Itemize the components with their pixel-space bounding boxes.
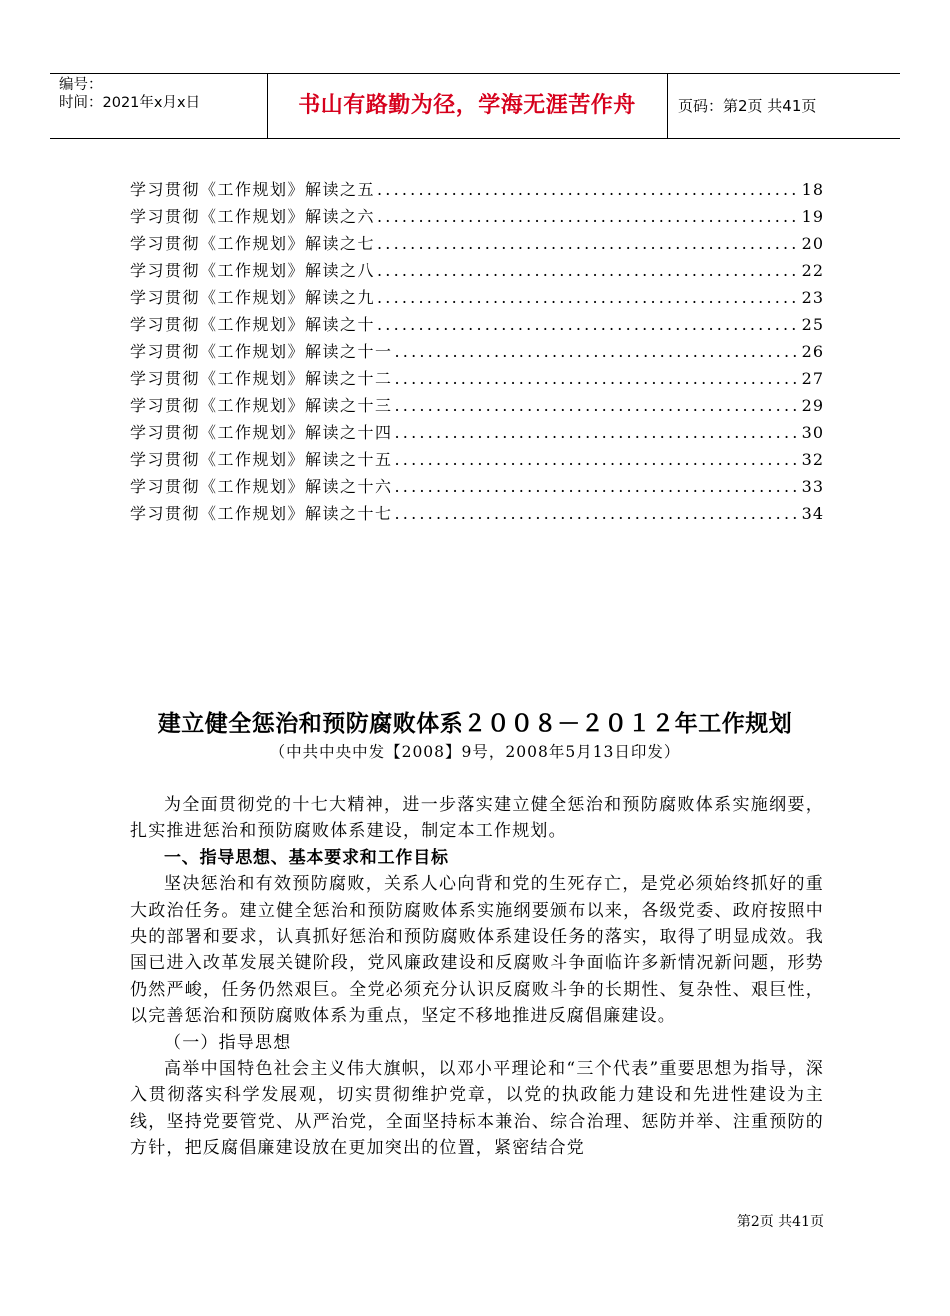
subsection-heading: （一）指导思想 (164, 1032, 292, 1053)
toc-entry-title: 学习贯彻《工作规划》解读之十六 (130, 477, 393, 496)
toc-leader-dots (395, 500, 800, 527)
document-body (130, 792, 824, 1162)
header-page-label: 页码：第2页 共41页 (678, 97, 817, 115)
toc-entry-title: 学习贯彻《工作规划》解读之十七 (130, 504, 393, 523)
toc-entry[interactable] (130, 257, 824, 284)
toc-entry-page: 19 (801, 207, 824, 226)
toc-entry[interactable] (130, 203, 824, 230)
toc-entry[interactable] (130, 500, 824, 527)
toc-entry[interactable] (130, 473, 824, 500)
toc-entry-title: 学习贯彻《工作规划》解读之十三 (130, 396, 393, 415)
toc-entry-page: 29 (801, 396, 824, 415)
toc-leader-dots (395, 446, 800, 473)
toc-entry-page: 34 (801, 504, 824, 523)
toc-entry[interactable] (130, 230, 824, 257)
toc-entry-page: 23 (801, 288, 824, 307)
toc-leader-dots (377, 230, 800, 257)
toc-leader-dots (377, 284, 800, 311)
toc-entry-title: 学习贯彻《工作规划》解读之十一 (130, 342, 393, 361)
toc-leader-dots (395, 392, 800, 419)
toc-entry[interactable] (130, 311, 824, 338)
toc-leader-dots (377, 203, 800, 230)
toc-entry-page: 27 (801, 369, 824, 388)
document-title: 建立健全惩治和预防腐败体系２００８－２０１２年工作规划 (157, 711, 793, 737)
toc-entry-page: 30 (801, 423, 824, 442)
toc-leader-dots (395, 473, 800, 500)
toc-entry-title: 学习贯彻《工作规划》解读之九 (130, 288, 376, 307)
intro-paragraph: 为全面贯彻党的十七大精神，进一步落实建立健全惩治和预防腐败体系实施纲要，扎实推进惩治和预防腐败体系建设，制定本工作规划。 (130, 795, 824, 842)
toc-entry-title: 学习贯彻《工作规划》解读之八 (130, 261, 376, 280)
toc-entry-title: 学习贯彻《工作规划》解读之十 (130, 315, 376, 334)
page-header (50, 73, 900, 139)
toc-entry-page: 33 (801, 477, 824, 496)
header-number-label: 编号： (59, 77, 103, 93)
toc-entry-page: 20 (801, 234, 824, 253)
toc-entry-page: 26 (801, 342, 824, 361)
toc-entry[interactable] (130, 176, 824, 203)
page-footer: 第2页 共41页 (736, 1214, 824, 1230)
toc-entry[interactable] (130, 338, 824, 365)
toc-entry-page: 18 (801, 180, 824, 199)
toc-leader-dots (395, 419, 800, 446)
toc-leader-dots (377, 176, 800, 203)
subsection-paragraph: 高举中国特色社会主义伟大旗帜，以邓小平理论和“三个代表”重要思想为指导，深入贯彻落实科学发展观，切实贯彻维护党章，以党的执政能力建设和先进性建设为主线，坚持党要管党、从严治党，全面坚持标本兼治、综合治理、惩防并举、注重预防的方针，把反腐倡廉建设放在更加突出的位置，紧密结合党 (130, 1059, 824, 1159)
section-paragraph: 坚决惩治和有效预防腐败，关系人心向背和党的生死存亡，是党必须始终抓好的重大政治任务。建立健全惩治和预防腐败体系实施纲要颁布以来，各级党委、政府按照中央的部署和要求，认真抓好惩治和预防腐败体系建设任务的落实，取得了明显成效。我国已进入改革发展关键阶段，党风廉政建设和反腐败斗争面临许多新情况新问题，形势仍然严峻，任务仍然艰巨。全党必须充分认识反腐败斗争的长期性、复杂性、艰巨性，以完善惩治和预防腐败体系为重点，坚定不移地推进反腐倡廉建设。 (130, 874, 824, 1027)
table-of-contents (130, 176, 824, 527)
header-time-label: 时间：2021年x月x日 (59, 95, 201, 111)
toc-entry[interactable] (130, 446, 824, 473)
toc-leader-dots (377, 311, 800, 338)
header-motto: 书山有路勤为径，学海无涯苦作舟 (267, 74, 668, 138)
toc-entry[interactable] (130, 419, 824, 446)
toc-leader-dots (377, 257, 800, 284)
toc-leader-dots (395, 338, 800, 365)
toc-entry-page: 22 (801, 261, 824, 280)
toc-entry-title: 学习贯彻《工作规划》解读之十四 (130, 423, 393, 442)
toc-entry[interactable] (130, 365, 824, 392)
document-subtitle: （中共中央中发【2008】9号，2008年5月13日印发） (269, 743, 681, 761)
toc-entry[interactable] (130, 284, 824, 311)
toc-entry-title: 学习贯彻《工作规划》解读之五 (130, 180, 376, 199)
toc-entry-title: 学习贯彻《工作规划》解读之十五 (130, 450, 393, 469)
toc-entry[interactable] (130, 392, 824, 419)
toc-entry-title: 学习贯彻《工作规划》解读之六 (130, 207, 376, 226)
toc-entry-title: 学习贯彻《工作规划》解读之十二 (130, 369, 393, 388)
toc-entry-page: 32 (801, 450, 824, 469)
toc-entry-page: 25 (801, 315, 824, 334)
toc-entry-title: 学习贯彻《工作规划》解读之七 (130, 234, 376, 253)
toc-leader-dots (395, 365, 800, 392)
header-meta-cell (50, 74, 268, 138)
section-heading: 一、指导思想、基本要求和工作目标 (164, 847, 449, 868)
